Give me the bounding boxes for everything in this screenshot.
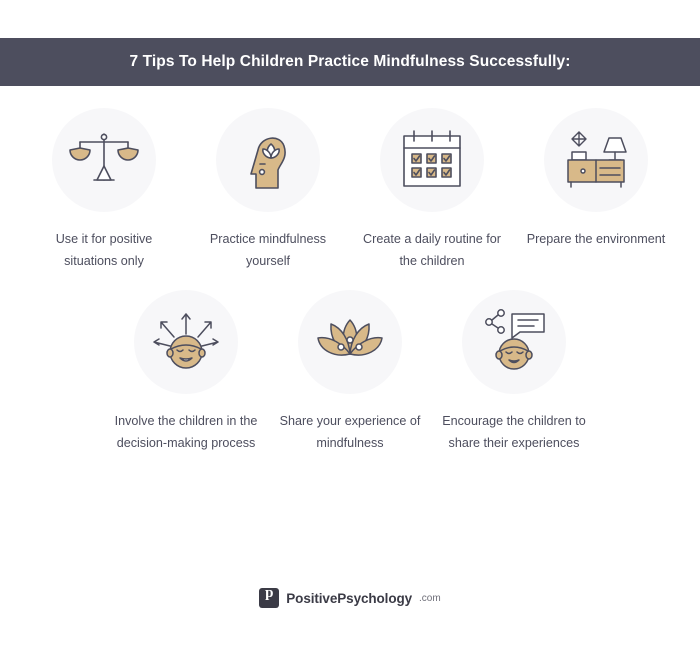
tip-caption-7: Encourage the children to share their experiences bbox=[442, 414, 586, 451]
footer-branding bbox=[0, 588, 700, 608]
tip-caption-3: Create a daily routine for the children bbox=[363, 232, 501, 269]
head-lotus-icon bbox=[230, 122, 306, 198]
balance-scale-icon bbox=[66, 122, 142, 198]
tip-caption-5: Involve the children in the decision-making process bbox=[114, 414, 258, 451]
tip-caption-4: Prepare the environment bbox=[526, 232, 666, 246]
tips-row-2 bbox=[0, 290, 700, 454]
tip-item-2 bbox=[186, 108, 350, 272]
brand-name: PositivePsychology bbox=[286, 590, 413, 606]
tip-item-6 bbox=[268, 290, 432, 454]
tip-caption-1: Use it for positive situations only bbox=[55, 232, 153, 269]
tip-icon-circle-4 bbox=[544, 108, 648, 212]
dresser-lamp-icon bbox=[558, 122, 634, 198]
lotus-flower-icon bbox=[310, 302, 390, 382]
tips-grid bbox=[0, 108, 700, 454]
tip-caption-2: Practice mindfulness yourself bbox=[209, 232, 327, 269]
brand-suffix: .com bbox=[419, 592, 441, 604]
positivepsychology-logo-icon bbox=[259, 588, 279, 608]
child-share-speech-icon bbox=[476, 304, 552, 380]
tip-item-3 bbox=[350, 108, 514, 272]
tip-icon-circle-5 bbox=[134, 290, 238, 394]
header-bar bbox=[0, 38, 700, 86]
tip-item-4 bbox=[514, 108, 678, 272]
calendar-checklist-icon bbox=[394, 122, 470, 198]
tip-item-7 bbox=[432, 290, 596, 454]
tip-icon-circle-1 bbox=[52, 108, 156, 212]
page-title: 7 Tips To Help Children Practice Mindfulness Successfully: bbox=[129, 53, 571, 70]
tip-item-5 bbox=[104, 290, 268, 454]
child-arrows-icon bbox=[148, 304, 224, 380]
tips-row-1 bbox=[0, 108, 700, 272]
tip-icon-circle-6 bbox=[298, 290, 402, 394]
tip-item-1 bbox=[22, 108, 186, 272]
tip-icon-circle-7 bbox=[462, 290, 566, 394]
tip-icon-circle-2 bbox=[216, 108, 320, 212]
tip-icon-circle-3 bbox=[380, 108, 484, 212]
tip-caption-6: Share your experience of mindfulness bbox=[279, 414, 421, 451]
